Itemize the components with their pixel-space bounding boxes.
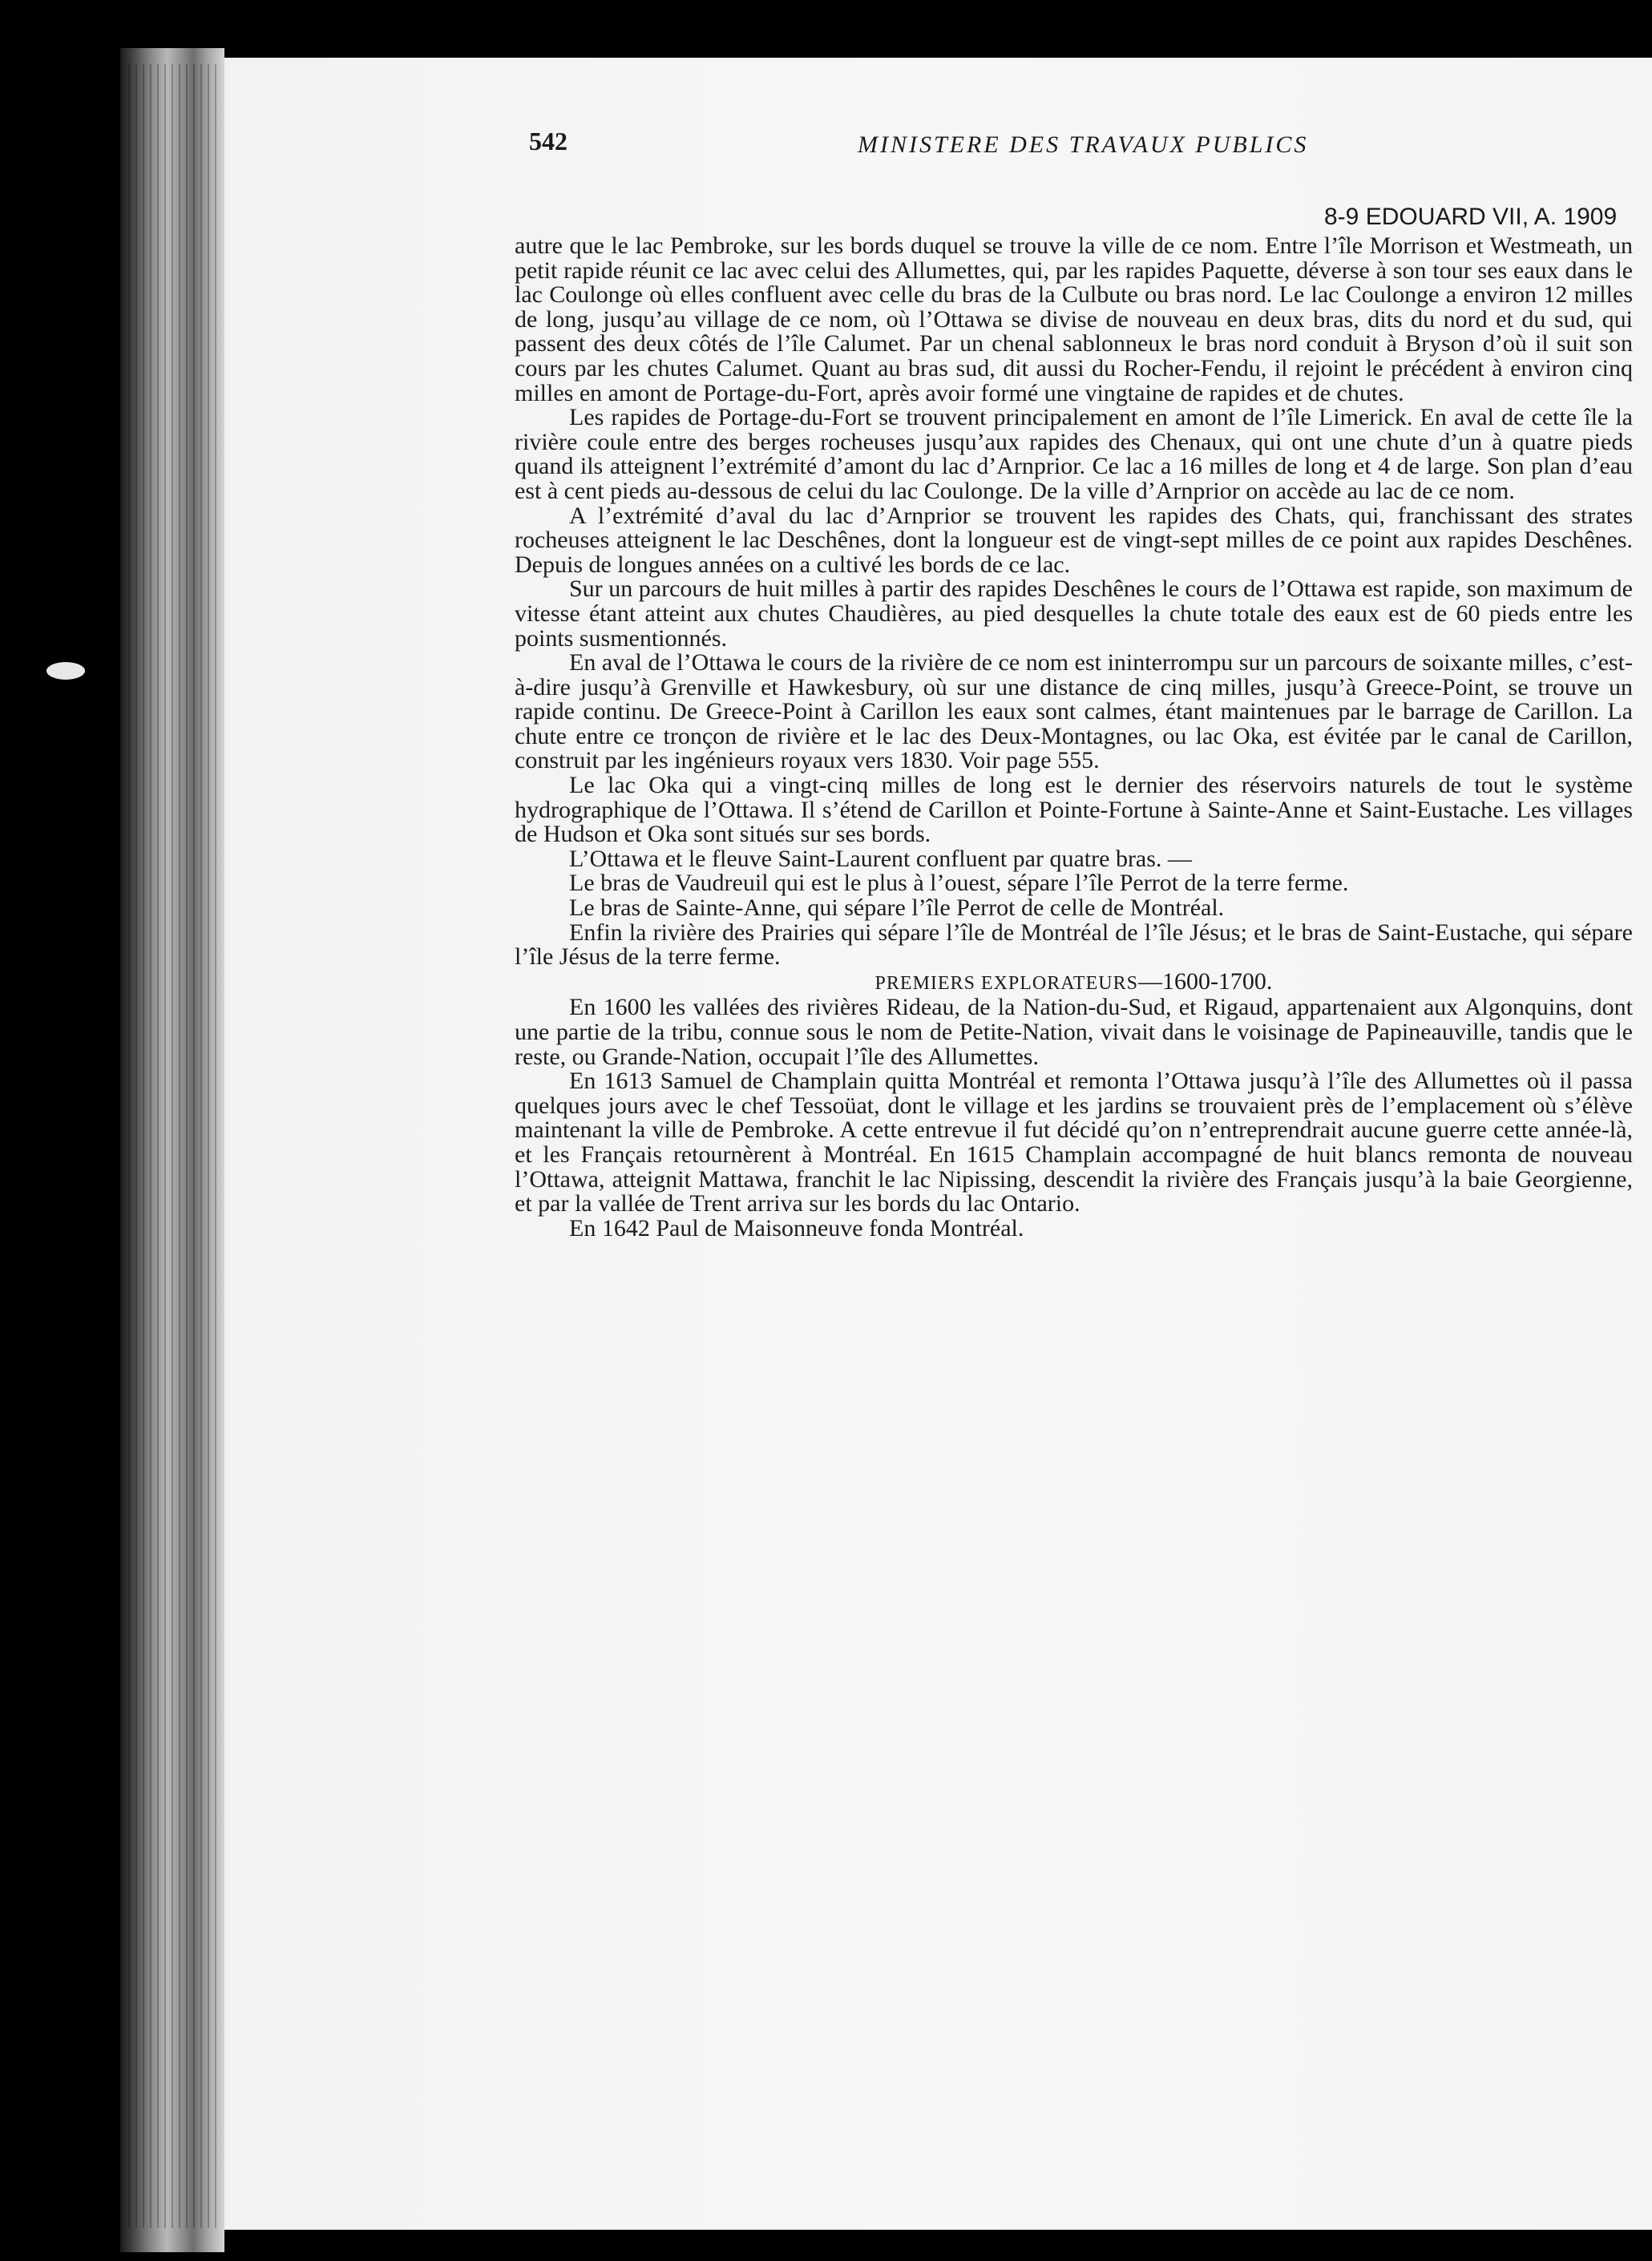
paragraph: En 1642 Paul de Maisonneuve fonda Montréal. — [569, 1214, 1024, 1242]
paragraph: En 1600 les vallées des rivières Rideau, de la Nation-du-Sud, et Rigaud, appartenaient aux Algonquins, dont une partie de la tribu, connue sous le nom de Petite-Nation, vivait dans le voisinage de Papineauville, tandis que le reste, ou Grande-Nation, occupait l’île des Allumettes. — [515, 994, 1633, 1070]
paragraph: autre que le lac Pembroke, sur les bords duquel se trouve la ville de ce nom. Entre l’île Morrison et Westmeath, un petit rapide réunit ce lac avec celui des Allumettes, qui, par les rapides Paquette, déverse à son tour ses eaux dans le lac Coulonge où elles confluent avec celle du bras de la Culbute ou bras nord. Le lac Coulonge a environ 12 milles de long, jusqu’au village de ce nom, où l’Ottawa se divise de nouveau en deux bras, dits du nord et du sud, qui passent des deux côtés de l’île Calumet. Par un chenal sablonneux le bras nord conduit à Bryson d’où il suit son cours par les chutes Calumet. Quant au bras sud, dit aussi du Rocher-Fendu, il rejoint le précédent à environ cinq milles en amont de Portage-du-Fort, après avoir formé une vingtaine de rapides et de chutes. — [515, 232, 1633, 406]
paragraph: Enfin la rivière des Prairies qui sépare l’île de Montréal de l’île Jésus; et le bras de Saint-Eustache, qui sépare l’île Jésus de la terre ferme. — [515, 919, 1633, 971]
paragraph: Sur un parcours de huit milles à partir des rapides Deschênes le cours de l’Ottawa est rapide, son maximum de vitesse étant atteint aux chutes Chaudières, au pied desquelles la chute totale des eaux est de 60 pieds entre les points susmentionnés. — [515, 575, 1633, 652]
paragraph: En 1613 Samuel de Champlain quitta Montréal et remonta l’Ottawa jusqu’à l’île des Allumettes où il passa quelques jours avec le chef Tessoüat, dont le village et les jardins se trouvaient près de l’emplacement où s’élève maintenant la ville de Pembroke. A cette entrevue il fut décidé qu’on n’entreprendrait aucune guerre cette année-là, et les Français retournèrent à Montréal. En 1615 Champlain accompagné de huit blancs remonta de nouveau l’Ottawa, atteignit Mattawa, franchit le lac Nipissing, descendit la rivière des Français jusqu’à la baie Georgienne, et par la vallée de Trent arriva sur les bords du lac Ontario. — [515, 1068, 1633, 1217]
section-heading-years: —1600-1700. — [1137, 967, 1273, 995]
page-header — [529, 127, 1643, 175]
paragraph: L’Ottawa et le fleuve Saint-Laurent confluent par quatre bras. — — [569, 845, 1192, 872]
paragraph: A l’extrémité d’aval du lac d’Arnprior se trouvent les rapides des Chats, qui, franchissant des strates rocheuses atteignent le lac Deschênes, dont la longueur est de vingt-sept milles de ce point aux rapides Deschênes. Depuis de longues années on a cultivé les bords de ce lac. — [515, 502, 1633, 578]
paragraph: Le bras de Vaudreuil qui est le plus à l’ouest, sépare l’île Perrot de la terre ferme. — [569, 870, 1349, 897]
running-head: MINISTERE DES TRAVAUX PUBLICS — [858, 131, 1309, 158]
section-heading — [515, 967, 1633, 996]
scan-artifact — [46, 662, 85, 680]
page-edges — [128, 64, 216, 2228]
page-number: 542 — [529, 127, 567, 155]
body-text — [515, 234, 1633, 1241]
paragraph: Le lac Oka qui a vingt-cinq milles de long est le dernier des réservoirs naturels de tout le système hydrographique de l’Ottawa. Il s’étend de Carillon et Pointe-Fortune à Sainte-Anne et Saint-Eustache. Les villages de Hudson et Oka sont situés sur ses bords. — [515, 772, 1633, 848]
paragraph: Le bras de Sainte-Anne, qui sépare l’île Perrot de celle de Montréal. — [569, 894, 1225, 922]
edition-line: 8-9 EDOUARD VII, A. 1909 — [1324, 204, 1618, 230]
paragraph: En aval de l’Ottawa le cours de la rivière de ce nom est ininterrompu sur un parcours de soixante milles, c’est-à-dire jusqu’à Grenville et Hawkesbury, où sur une distance de cinq milles, jusqu’à Greece-Point, se trouve un rapide continu. De Greece-Point à Carillon les eaux sont calmes, étant maintenues par le barrage de Carillon. La chute entre ce tronçon de rivière et le lac des Deux-Montagnes, ou lac Oka, est évitée par le canal de Carillon, construit par les ingénieurs royaux vers 1830. Voir page 555. — [515, 649, 1633, 774]
paragraph: Les rapides de Portage-du-Fort se trouvent principalement en amont de l’île Limerick. En aval de cette île la rivière coule entre des berges rocheuses jusqu’aux rapides des Chenaux, qui ont une chute d’un à quatre pieds quand ils atteignent l’extrémité d’amont du lac d’Arnprior. Ce lac a 16 milles de long et 4 de large. Son plan d’eau est à cent pieds au-dessous de celui du lac Coulonge. De la ville d’Arnprior on accède au lac de ce nom. — [515, 404, 1633, 504]
section-heading-text: PREMIERS EXPLORATEURS — [874, 972, 1138, 994]
